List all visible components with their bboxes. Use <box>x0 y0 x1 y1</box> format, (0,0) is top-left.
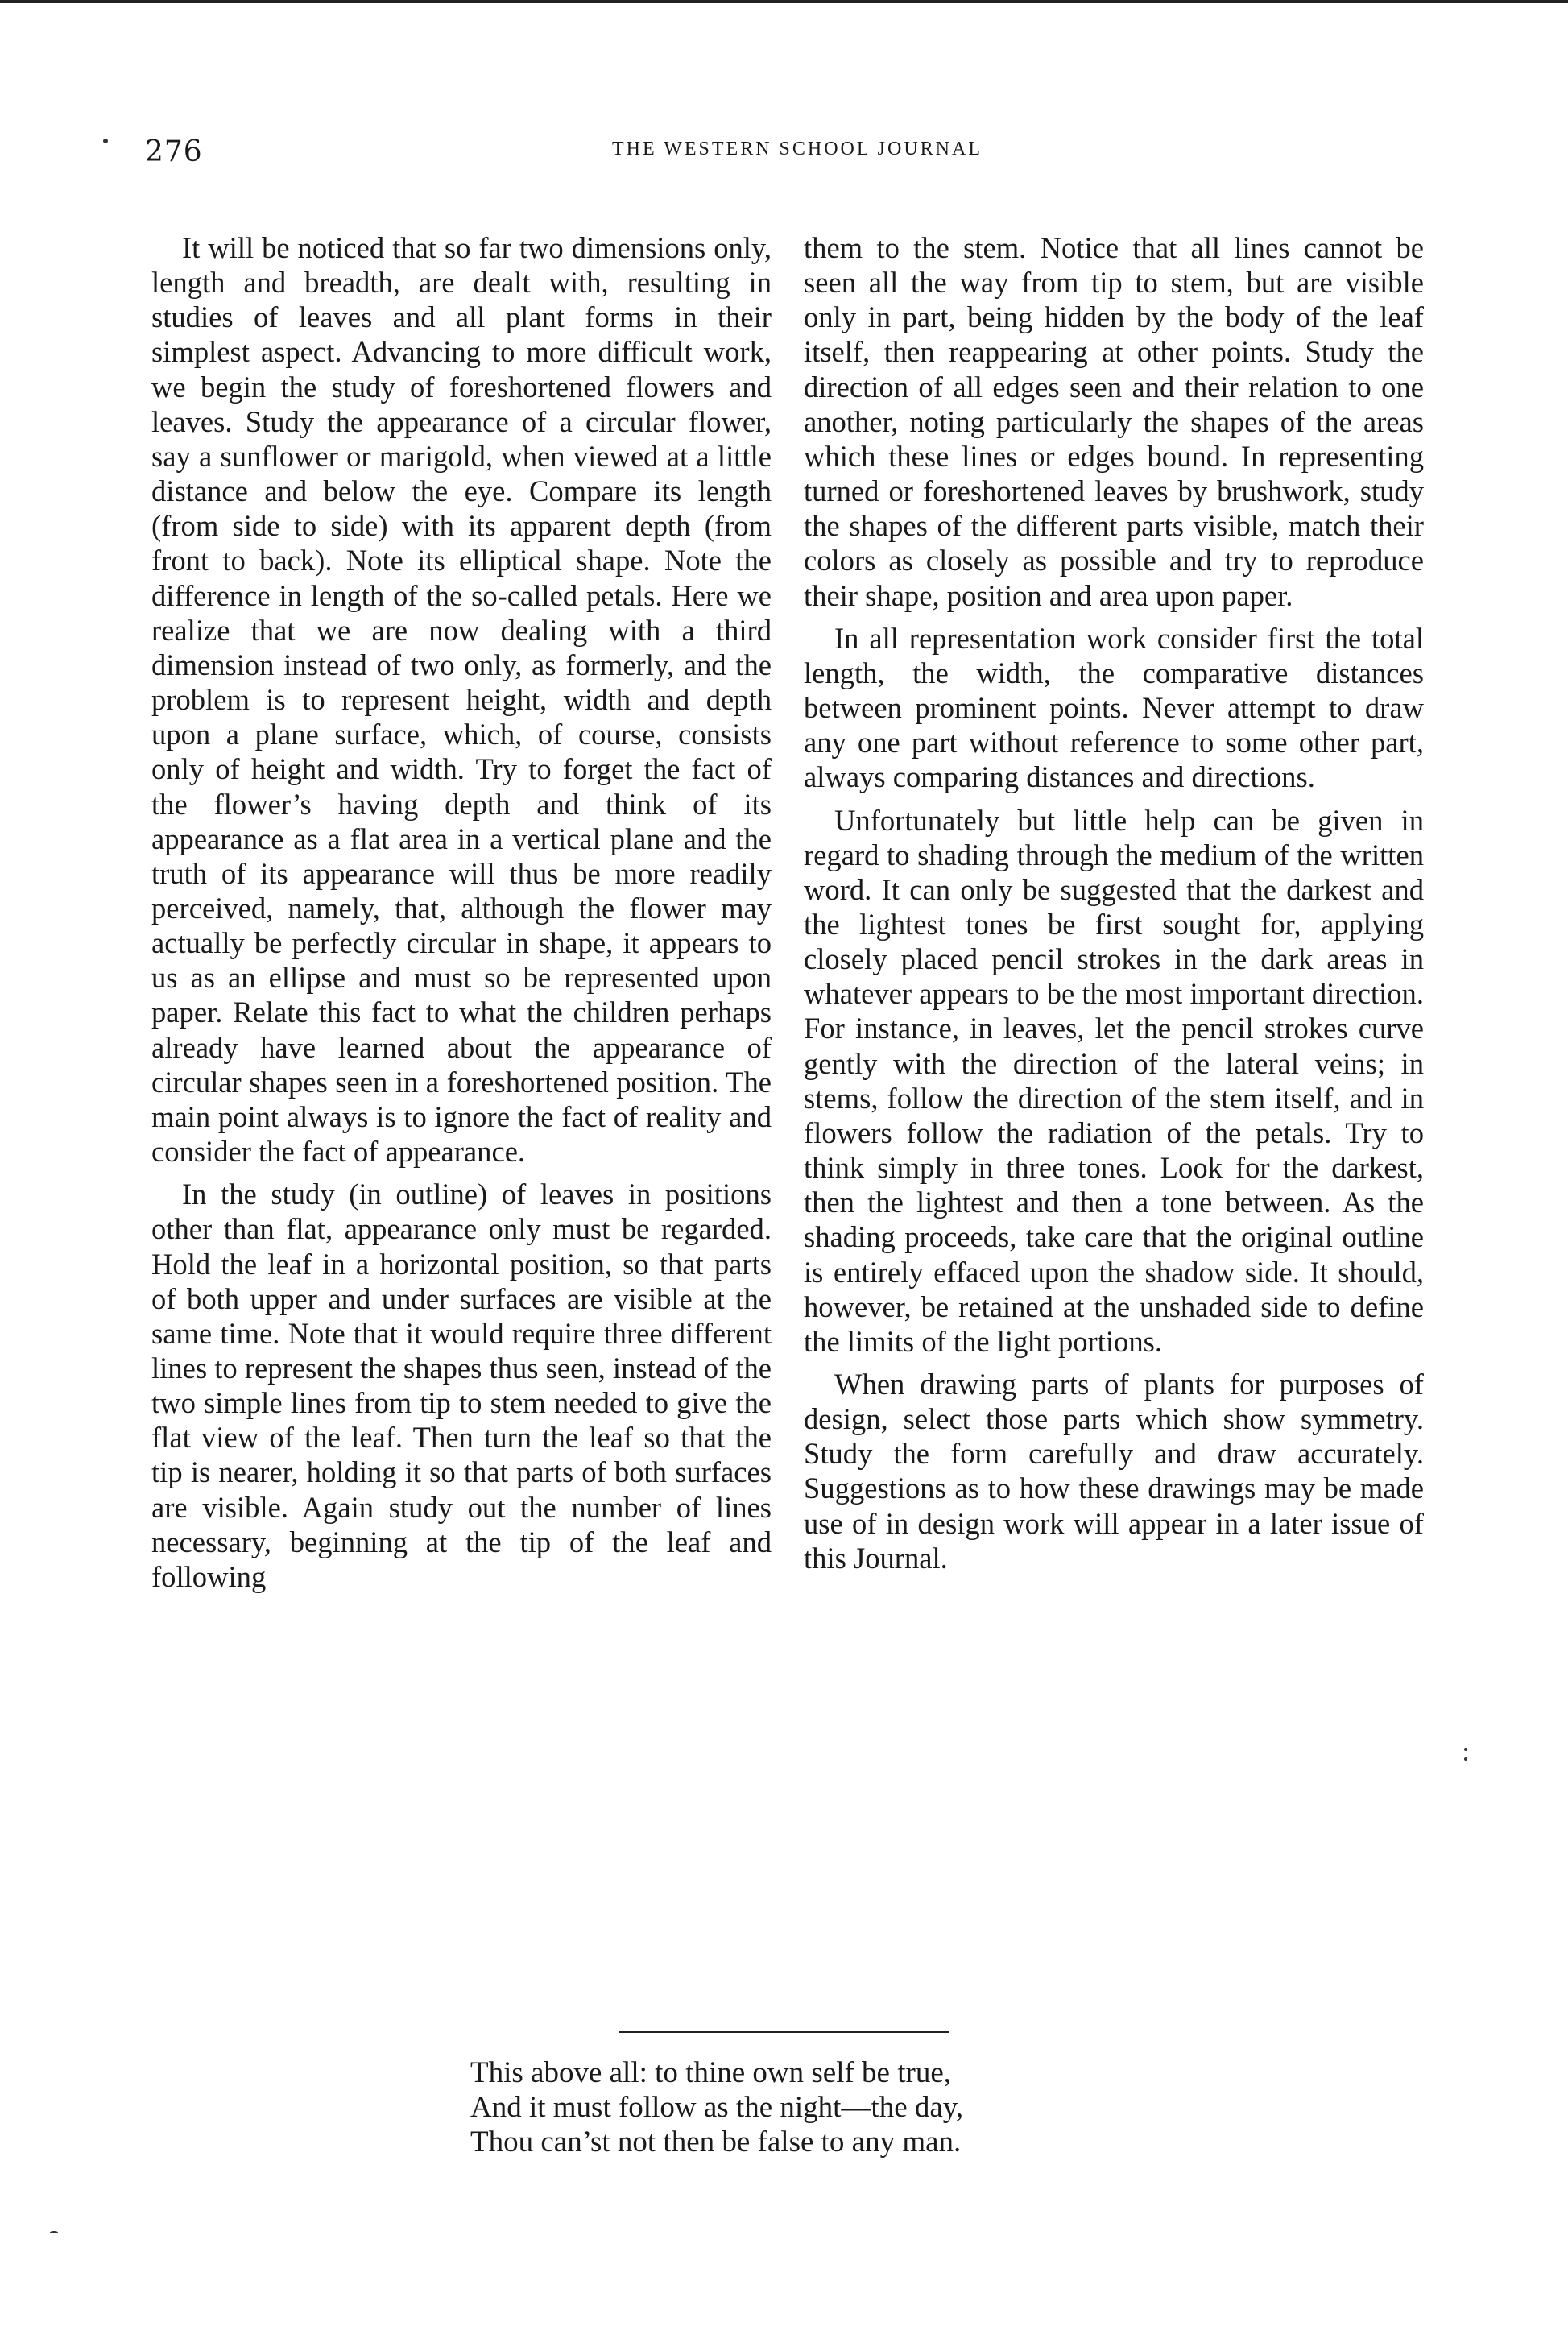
poem-line: And it must follow as the night—the day, <box>470 2091 964 2124</box>
paragraph: them to the stem. Notice that all lines cannot be seen all the way from tip to stem, but are visible only in part, being hidden by the body of the leaf itself, then reappearing at other points. Study the direction of all edges seen and their relation to one another, noting particularly the shapes of the areas which these lines or edges bound. In representing turned or foreshortened leaves by brushwork, study the shapes of the different parts visible, match their colors as closely as possible and try to reproduce their shape, position and area upon paper. <box>804 231 1424 612</box>
paragraph: Unfortunately but little help can be given in regard to shading through the medium of the written word. It can only be suggested that the darkest and the lightest tones be first sought for, applying closely placed pencil strokes in the dark areas in whatever appears to be the most important direction. For instance, in leaves, let the pencil strokes curve gently with the direction of the lateral veins; in stems, follow the direction of the stem itself, and in flowers follow the radiation of the petals. Try to think simply in three tones. Look for the darkest, then the lightest and then a tone between. As the shading proceeds, take care that the original outline is entirely effaced upon the shadow side. It should, however, be retained at the unshaded side to define the limits of the light portions. <box>804 803 1424 1358</box>
paragraph: In the study (in outline) of leaves in positions other than flat, appearance only must be regarded. Hold the leaf in a horizontal position, so that parts of both upper and under surfaces are visible at the same time. Note that it would require three different lines to represent the shapes thus seen, instead of the two simple lines from tip to stem needed to give the flat view of the leaf. Then turn the leaf so that the tip is nearer, holding it so that parts of both surfaces are visible. Again study out the number of lines necessary, beginning at the tip of the leaf and following <box>151 1178 772 1593</box>
paragraph: When drawing parts of plants for purposes of design, select those parts which show symmetry. Study the form carefully and draw accurately. Suggestions as to how these drawings may be made use of in design work will appear in a later issue of this Journal. <box>804 1368 1424 1575</box>
print-speck <box>1464 1748 1467 1751</box>
print-speck <box>50 2231 58 2233</box>
print-speck <box>103 139 108 143</box>
page-top-edge <box>0 0 1568 3</box>
poem-line: Thou can’st not then be false to any man. <box>470 2126 962 2159</box>
right-column <box>804 230 1424 1583</box>
section-divider <box>619 2031 949 2033</box>
page-header <box>145 135 1450 184</box>
poem-line: This above all: to thine own self be true, <box>470 2056 951 2089</box>
left-column <box>151 230 772 1602</box>
paragraph: In all representation work consider first the total length, the width, the comparative distances between prominent points. Never attempt to draw any one part without reference to some other part, always comparing distances and directions. <box>804 621 1424 794</box>
running-head: THE WESTERN SCHOOL JOURNAL <box>612 139 983 159</box>
paragraph: It will be noticed that so far two dimensions only, length and breadth, are dealt with, resulting in studies of leaves and all plant forms in their simplest aspect. Advancing to more difficult work, we begin the study of foreshortened flowers and leaves. Study the appearance of a circular flower, say a sunflower or marigold, when viewed at a little distance and below the eye. Compare its length (from side to side) with its apparent depth (from front to back). Note its elliptical shape. Note the difference in length of the so-called petals. Here we realize that we are now dealing with a third dimension instead of two only, as formerly, and the problem is to represent height, width and depth upon a plane surface, which, of course, consists only of height and width. Try to forget the fact of the flower’s having depth and think of its appearance as a flat area in a vertical plane and the truth of its appearance will thus be more readily perceived, namely, that, although the flower may actually be perfectly circular in shape, it appears to us as an ellipse and must so be represented upon paper. Relate this fact to what the children perhaps already have learned about the appearance of circular shapes seen in a foreshortened position. The main point always is to ignore the fact of reality and consider the fact of appearance. <box>151 231 772 1169</box>
print-speck <box>1464 1757 1467 1761</box>
poem-quote <box>470 2055 1195 2159</box>
page-number: 276 <box>145 135 203 168</box>
